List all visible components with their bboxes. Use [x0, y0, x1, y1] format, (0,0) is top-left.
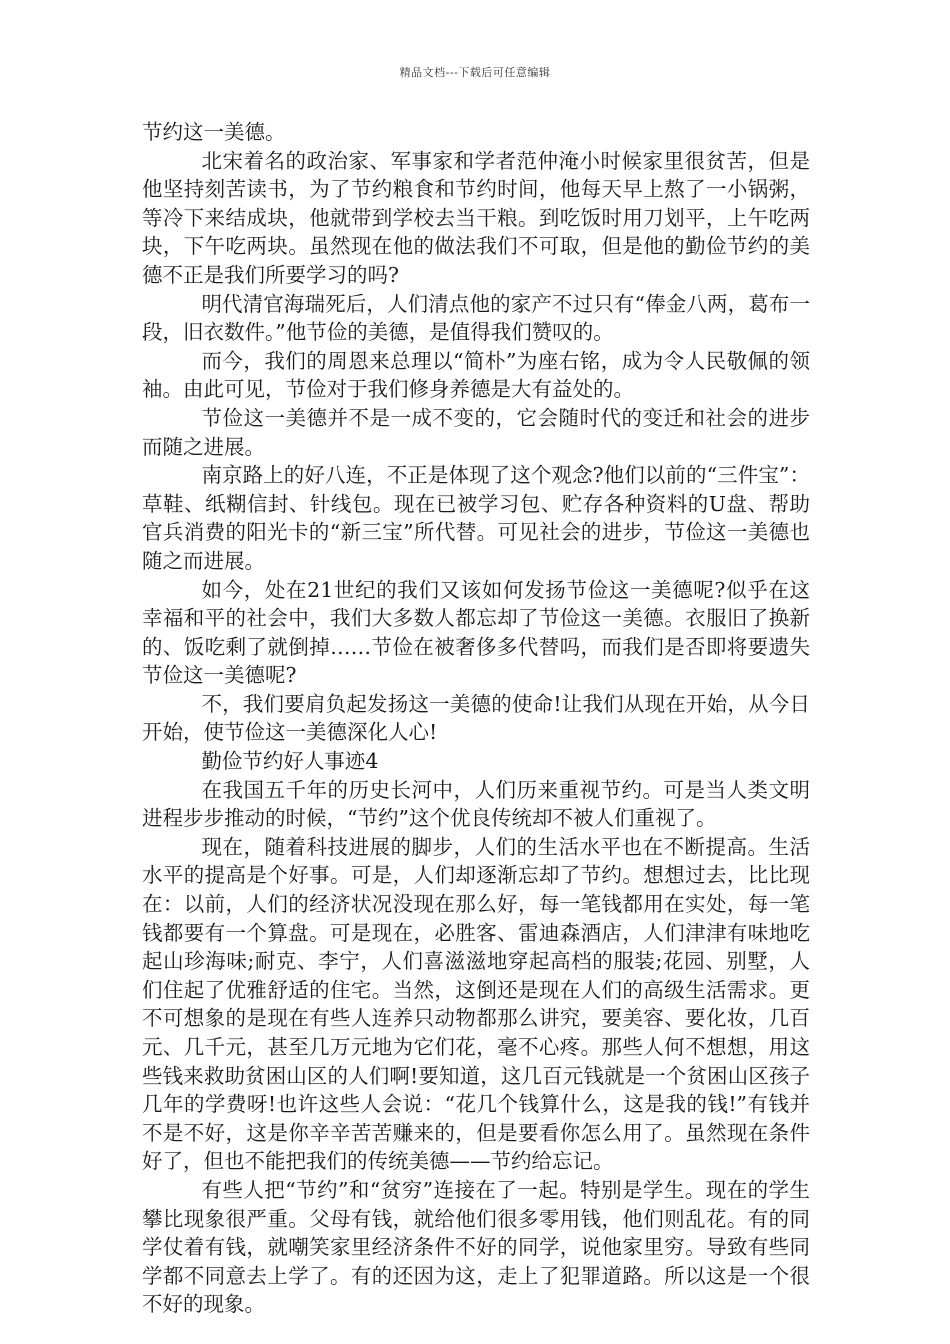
paragraph: 节俭这一美德并不是一成不变的，它会随时代的变迁和社会的进步而随之进展。: [142, 405, 810, 459]
paragraph: 北宋着名的政治家、军事家和学者范仲淹小时候家里很贫苦，但是他坚持刻苦读书，为了节约粮食和节约时间，他每天早上熬了一小锅粥，等冷下来结成块，他就带到学校去当干粮。到吃饭时用刀划平，上午吃两块，下午吃两块。虽然现在他的做法我们不可取，但是他的勤俭节约的美德不正是我们所要学习的吗?: [142, 148, 810, 287]
section-heading: 勤俭节约好人事迹4: [201, 749, 379, 774]
paragraph: 明代清官海瑞死后，人们清点他的家产不过只有“俸金八两，葛布一段，旧衣数件。”他节俭的美德，是值得我们赞叹的。: [142, 291, 810, 345]
paragraph: 有些人把“节约”和“贫穷”连接在了一起。特别是学生。现在的学生攀比现象很严重。父母有钱，就给他们很多零用钱，他们则乱花。有的同学仗着有钱，就嘲笑家里经济条件不好的同学，说他家里穷。导致有些同学都不同意去上学了。有的还因为这，走上了犯罪道路。所以这是一个很不好的现象。: [142, 1177, 810, 1317]
paragraph: 南京路上的好八连，不正是体现了这个观念?他们以前的“三件宝”：草鞋、纸糊信封、针线包。现在已被学习包、贮存各种资料的U盘、帮助官兵消费的阳光卡的“新三宝”所代替。可见社会的进步，节俭这一美德也随之而进展。: [142, 463, 810, 573]
paragraph: 而今，我们的周恩来总理以“简朴”为座右铭，成为令人民敬佩的领袖。由此可见，节俭对于我们修身养德是大有益处的。: [142, 348, 810, 402]
document-body: [142, 118, 810, 1319]
paragraph: 如今，处在21世纪的我们又该如何发扬节俭这一美德呢?似乎在这幸福和平的社会中，我们大多数人都忘却了节俭这一美德。衣服旧了换新的、饭吃剩了就倒掉……节俭在被奢侈多代替吗，而我们是否即将要遗失节俭这一美德呢?: [142, 577, 810, 688]
paragraph: 节约这一美德。: [142, 120, 286, 144]
page-header: 精品文档---下载后可任意编辑: [399, 66, 551, 79]
paragraph: 在我国五千年的历史长河中，人们历来重视节约。可是当人类文明进程步步推动的时候，“节约”这个优良传统却不被人们重视了。: [142, 777, 810, 831]
paragraph: 不，我们要肩负起发扬这一美德的使命!让我们从现在开始，从今日开始，使节俭这一美德深化人心!: [142, 691, 810, 745]
paragraph: 现在，随着科技进展的脚步，人们的生活水平也在不断提高。生活水平的提高是个好事。可是，人们却逐渐忘却了节约。想想过去，比比现在：以前，人们的经济状况没现在那么好，每一笔钱都用在实处，每一笔钱都要有一个算盘。可是现在，必胜客、雷迪森酒店，人们津津有味地吃起山珍海味;耐克、李宁，人们喜滋滋地穿起高档的服装;花园、别墅，人们住起了优雅舒适的住宅。当然，这倒还是现在人们的高级生活需求。更不可想象的是现在有些人连养只动物都那么讲究，要美容、要化妆，几百元、几千元，甚至几万元地为它们花，毫不心疼。那些人何不想想，用这些钱来救助贫困山区的人们啊!要知道，这几百元钱就是一个贫困山区孩子几年的学费呀!也许这些人会说：“花几个钱算什么，这是我的钱!”有钱并不是不好，这是你辛辛苦苦赚来的，但是要看你怎么用了。虽然现在条件好了，但也不能把我们的传统美德——节约给忘记。: [142, 834, 810, 1174]
